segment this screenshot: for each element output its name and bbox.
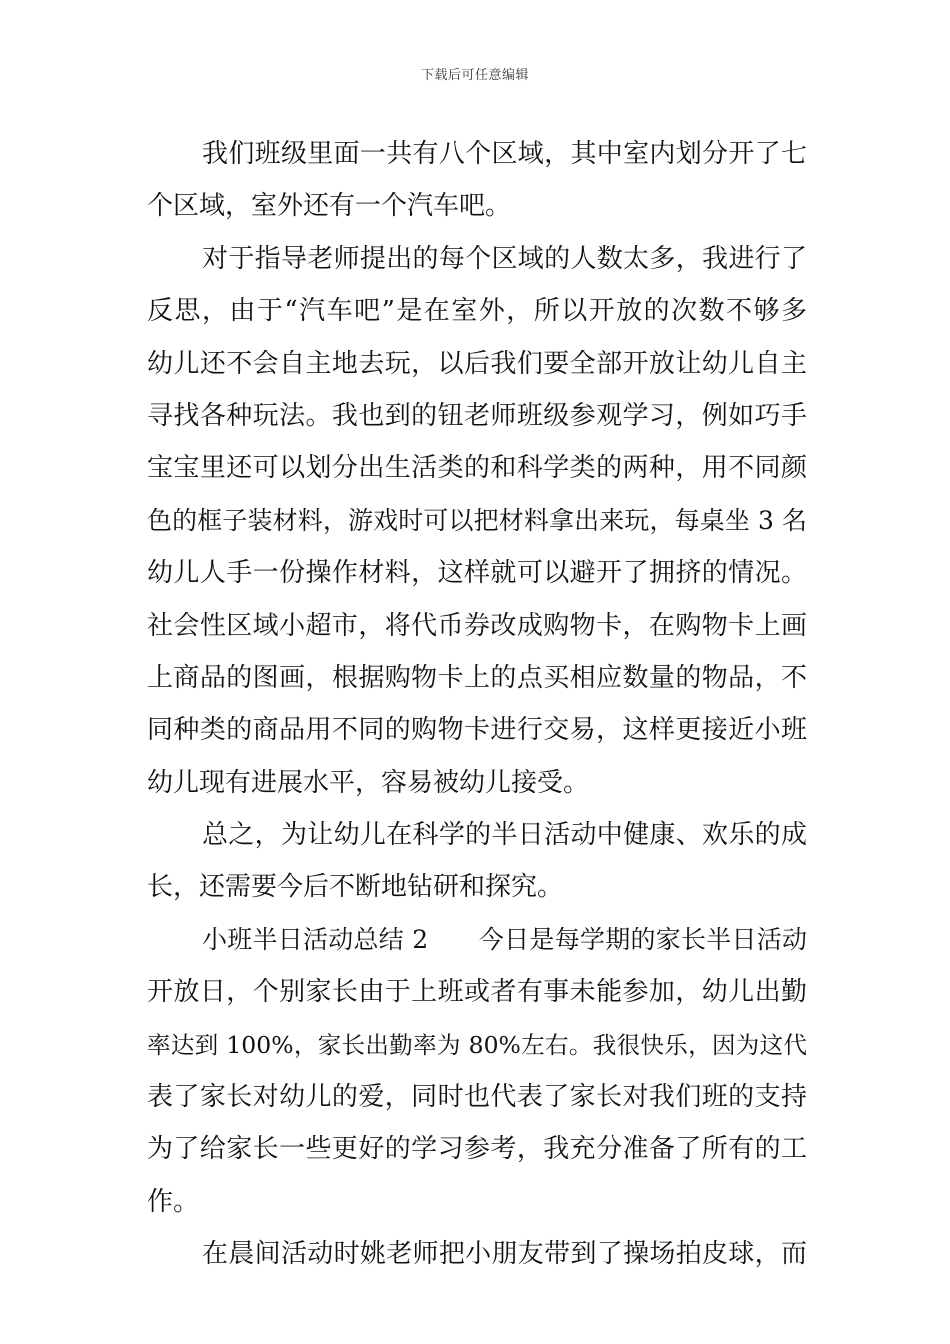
text-line: 色的框子装材料，游戏时可以把材料拿出来玩，每桌坐 3 名 [147,505,807,535]
text-line: 幼儿还不会自主地去玩，以后我们要全部开放让幼儿自主 [147,348,807,379]
text-line: 幼儿现有进展水平，容易被幼儿接受。 [147,767,590,798]
text-line: 小班半日活动总结 2 今日是每学期的家长半日活动 [202,924,807,954]
text-line: 寻找各种玩法。我也到的钮老师班级参观学习，例如巧手 [147,400,807,431]
text-line: 开放日，个别家长由于上班或者有事未能参加，幼儿出勤 [147,977,807,1008]
document-body [147,128,807,1281]
text-line: 宝宝里还可以划分出生活类的和科学类的两种，用不同颜 [147,453,807,484]
text-line: 作。 [147,1186,200,1217]
text-line: 在晨间活动时姚老师把小朋友带到了操场拍皮球，而 [202,1239,807,1270]
text-line: 率达到 100%，家长出勤率为 80%左右。我很快乐，因为这代 [147,1030,807,1059]
text-line: 反思，由于“汽车吧”是在室外，所以开放的次数不够多 [147,296,807,327]
text-line: 为了给家长一些更好的学习参考，我充分准备了所有的工 [147,1134,807,1165]
text-line: 表了家长对幼儿的爱，同时也代表了家长对我们班的支持 [147,1082,807,1113]
text-line: 个区域，室外还有一个汽车吧。 [147,191,512,222]
text-line: 总之，为让幼儿在科学的半日活动中健康、欢乐的成 [202,820,807,851]
text-line: 上商品的图画，根据购物卡上的点买相应数量的物品，不 [147,662,807,693]
page-header: 下载后可任意编辑 [420,68,529,83]
text-line: 社会性区域小超市，将代币券改成购物卡，在购物卡上画 [147,610,807,641]
text-line: 幼儿人手一份操作材料，这样就可以避开了拥挤的情况。 [147,558,807,589]
text-line: 我们班级里面一共有八个区域，其中室内划分开了七 [202,139,807,169]
text-line: 同种类的商品用不同的购物卡进行交易，这样更接近小班 [147,715,807,746]
text-line: 长，还需要今后不断地钻研和探究。 [147,872,564,903]
text-line: 对于指导老师提出的每个区域的人数太多，我进行了 [202,243,807,274]
